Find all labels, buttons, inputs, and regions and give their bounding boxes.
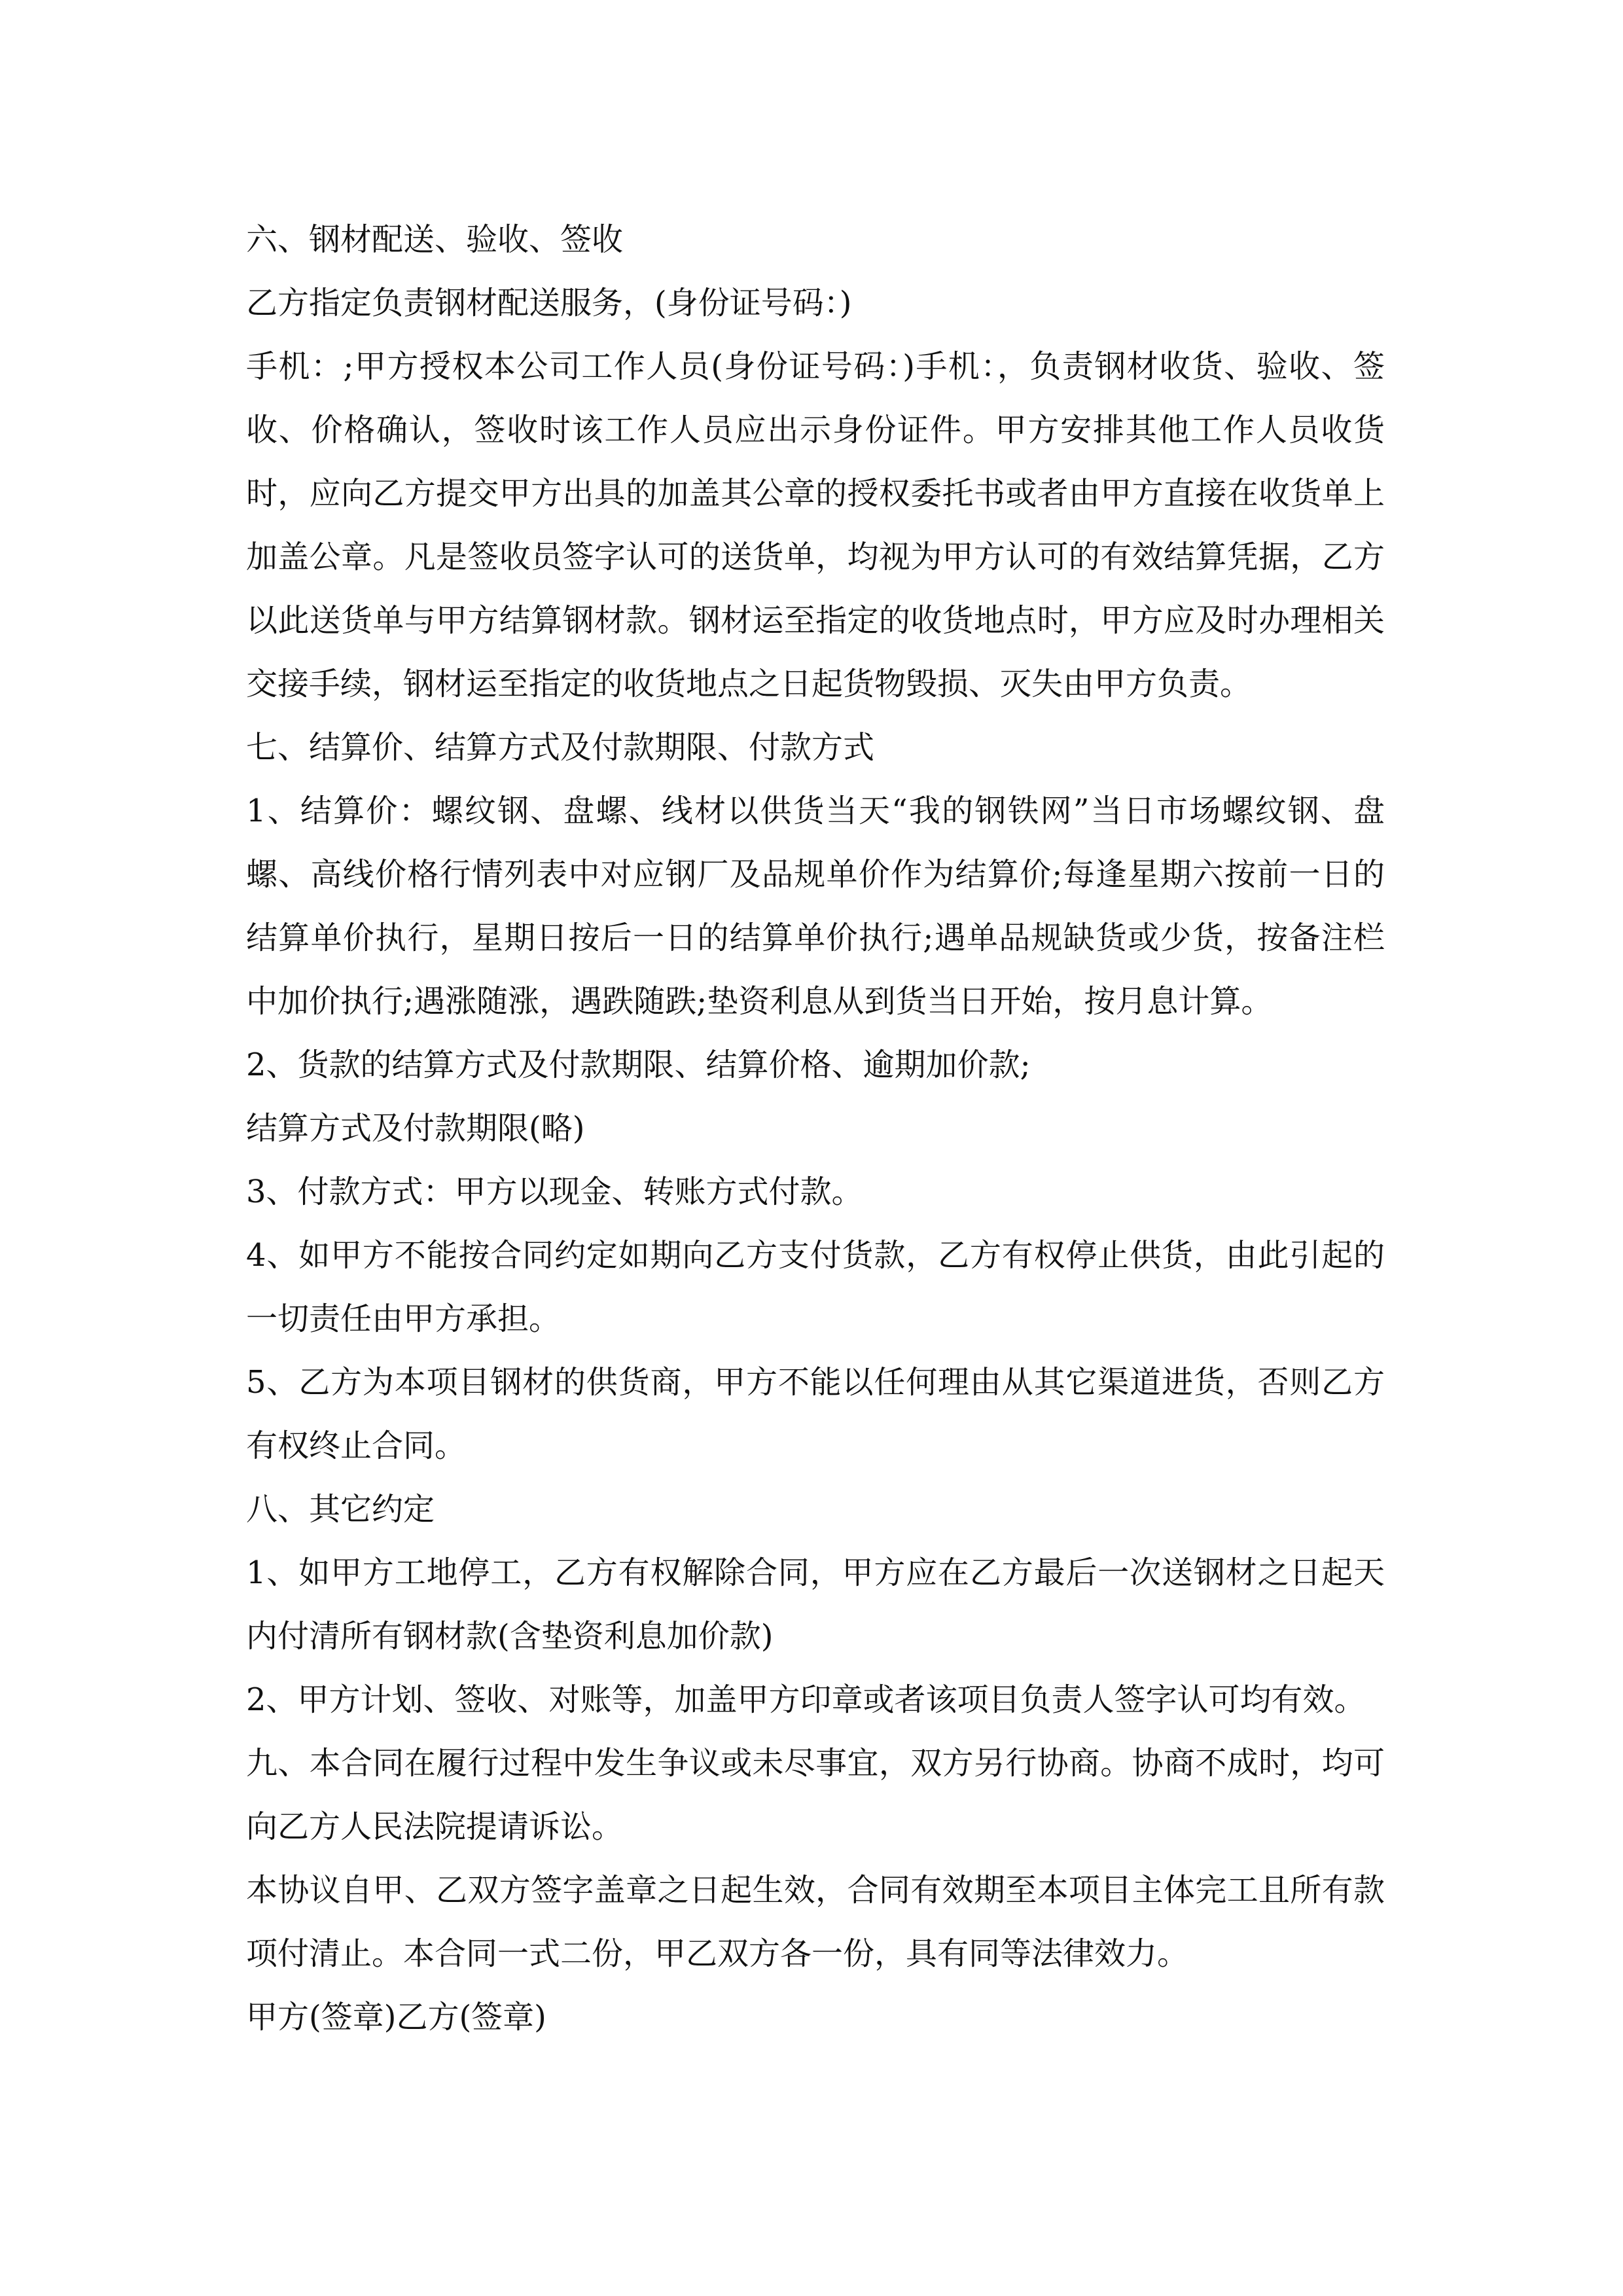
paragraph-delivery-service: 乙方指定负责钢材配送服务，(身份证号码：): [246, 285, 852, 321]
section-heading-settlement: 七、结算价、结算方式及付款期限、付款方式: [246, 729, 875, 766]
paragraph-dispute-resolution: 九、本合同在履行过程中发生争议或未尽事宜，双方另行协商。协商不成时，均可向乙方人民法院提请诉讼。: [246, 1745, 1385, 1845]
paragraph-signature-validity: 2、甲方计划、签收、对账等，加盖甲方印章或者该项目负责人签字认可均有效。: [246, 1681, 1366, 1718]
section-heading-delivery: 六、钢材配送、验收、签收: [246, 221, 624, 258]
paragraph-settlement-price: 1、结算价：螺纹钢、盘螺、线材以供货当天“我的钢铁网”当日市场螺纹钢、盘螺、高线价格行情列表中对应钢厂及品规单价作为结算价;每逢星期六按前一日的结算单价执行，星期日按后一日的结算单价执行;遇单品规缺货或少货，按备注栏中加价执行;遇涨随涨，遇跌随跌;垫资利息从到货当日开始，按月息计算。: [246, 793, 1385, 1020]
document-body: [246, 208, 1385, 2049]
paragraph-receipt-authorization: 手机：;甲方授权本公司工作人员(身份证号码：)手机：，负责钢材收货、验收、签收、价格确认，签收时该工作人员应出示身份证件。甲方安排其他工作人员收货时，应向乙方提交甲方出具的加盖其公章的授权委托书或者由甲方直接在收货单上加盖公章。凡是签收员签字认可的送货单，均视为甲方认可的有效结算凭据，乙方以此送货单与甲方结算钢材款。钢材运至指定的收货地点时，甲方应及时办理相关交接手续，钢材运至指定的收货地点之日起货物毁损、灭失由甲方负责。: [246, 348, 1385, 702]
paragraph-effective-date: 本协议自甲、乙双方签字盖章之日起生效，合同有效期至本项目主体完工且所有款项付清止。本合同一式二份，甲乙双方各一份，具有同等法律效力。: [246, 1872, 1385, 1972]
paragraph-payment-method: 3、付款方式：甲方以现金、转账方式付款。: [246, 1174, 863, 1210]
paragraph-payment-period: 结算方式及付款期限(略): [246, 1110, 585, 1147]
paragraph-late-payment: 4、如甲方不能按合同约定如期向乙方支付货款，乙方有权停止供货，由此引起的一切责任由甲方承担。: [246, 1237, 1385, 1337]
paragraph-work-stoppage: 1、如甲方工地停工，乙方有权解除合同，甲方应在乙方最后一次送钢材之日起天内付清所有钢材款(含垫资利息加价款): [246, 1554, 1385, 1655]
signature-line: 甲方(签章)乙方(签章): [246, 1999, 546, 2036]
section-heading-other-terms: 八、其它约定: [246, 1491, 435, 1528]
paragraph-exclusive-supplier: 5、乙方为本项目钢材的供货商，甲方不能以任何理由从其它渠道进货，否则乙方有权终止合同。: [246, 1364, 1385, 1464]
paragraph-payment-terms: 2、货款的结算方式及付款期限、结算价格、逾期加价款;: [246, 1047, 1031, 1083]
